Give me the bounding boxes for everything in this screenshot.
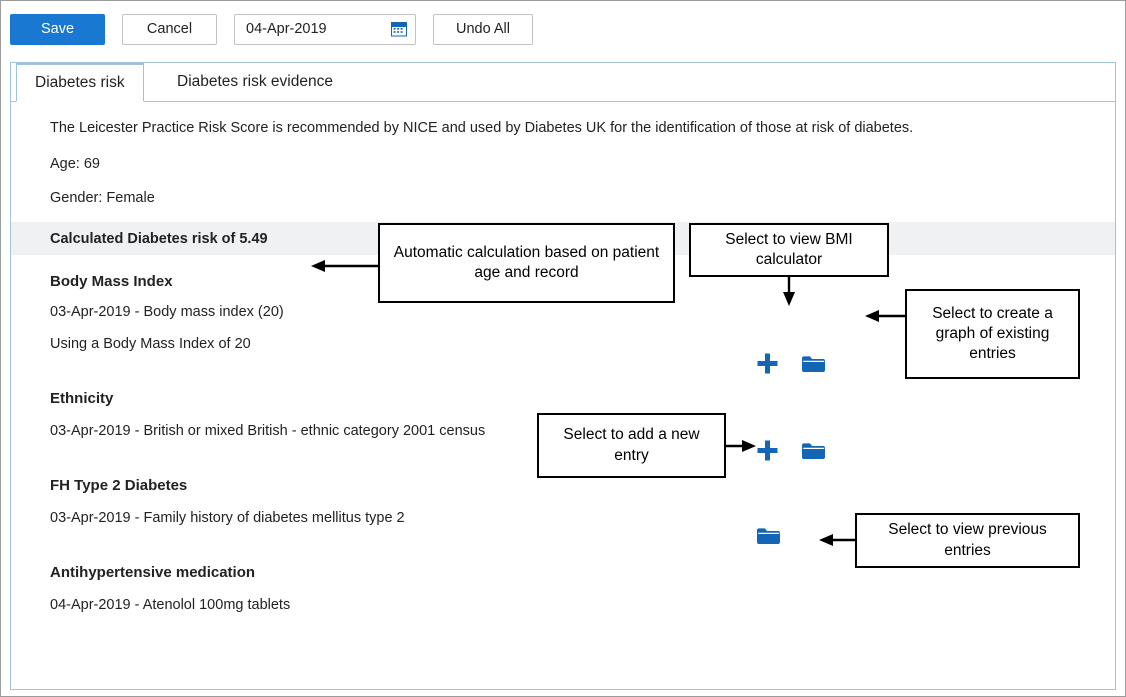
section-detail-bmi: 03-Apr-2019 - Body mass index (20) xyxy=(50,304,284,320)
folder-icon[interactable] xyxy=(756,526,781,546)
section-title-fh: FH Type 2 Diabetes xyxy=(50,477,188,494)
icon-group-antihypertensive xyxy=(756,526,781,546)
callout-arrow-add xyxy=(725,438,757,454)
section-extra-bmi: Using a Body Mass Index of 20 xyxy=(50,336,251,352)
section-title-antihypertensive: Antihypertensive medication xyxy=(50,564,256,581)
callout-previous-entries: Select to view previous entries xyxy=(855,513,1080,568)
section-detail-ethnicity: 03-Apr-2019 - British or mixed British - ethnic category 2001 census xyxy=(50,423,486,439)
tab-diabetes-risk[interactable] xyxy=(16,63,144,102)
calendar-icon[interactable] xyxy=(391,21,407,37)
save-button[interactable]: Save xyxy=(10,14,105,45)
section-title-bmi: Body Mass Index xyxy=(50,273,173,290)
callout-bmi-calculator: Select to view BMI calculator xyxy=(689,223,889,277)
tab-diabetes-risk-evidence[interactable] xyxy=(159,63,351,101)
plus-icon[interactable] xyxy=(756,352,779,375)
tabstrip xyxy=(11,63,1115,102)
tab-diabetes-risk-label: Diabetes risk xyxy=(35,74,125,91)
age-text: Age: 69 xyxy=(50,156,100,172)
gender-text: Gender: Female xyxy=(50,190,155,206)
callout-add-new-entry: Select to add a new entry xyxy=(537,413,726,478)
tab-diabetes-risk-evidence-label: Diabetes risk evidence xyxy=(177,73,333,90)
date-input[interactable] xyxy=(244,20,378,38)
intro-text: The Leicester Practice Risk Score is recommended by NICE and used by Diabetes UK for the identification of those at risk of diabetes. xyxy=(50,120,914,136)
callout-create-graph: Select to create a graph of existing entries xyxy=(905,289,1080,379)
callout-arrow-bmi xyxy=(781,277,797,307)
callout-arrow-previous xyxy=(819,532,857,548)
section-detail-antihypertensive: 04-Apr-2019 - Atenolol 100mg tablets xyxy=(50,597,291,613)
plus-icon[interactable] xyxy=(756,439,779,462)
section-title-ethnicity: Ethnicity xyxy=(50,390,114,407)
icon-group-ethnicity xyxy=(756,352,826,375)
callout-arrow-calc xyxy=(311,258,379,274)
date-field[interactable] xyxy=(234,14,416,45)
callout-arrow-graph xyxy=(865,308,907,324)
section-detail-fh: 03-Apr-2019 - Family history of diabetes mellitus type 2 xyxy=(50,510,405,526)
undo-all-button[interactable]: Undo All xyxy=(433,14,533,45)
calculated-risk-text: Calculated Diabetes risk of 5.49 xyxy=(50,230,268,247)
folder-icon[interactable] xyxy=(801,354,826,374)
callout-automatic-calculation: Automatic calculation based on patient age and record xyxy=(378,223,675,303)
folder-icon[interactable] xyxy=(801,441,826,461)
cancel-button[interactable]: Cancel xyxy=(122,14,217,45)
icon-group-fh xyxy=(756,439,826,462)
section-antihypertensive-medication xyxy=(11,564,1115,613)
toolbar xyxy=(1,1,1125,57)
